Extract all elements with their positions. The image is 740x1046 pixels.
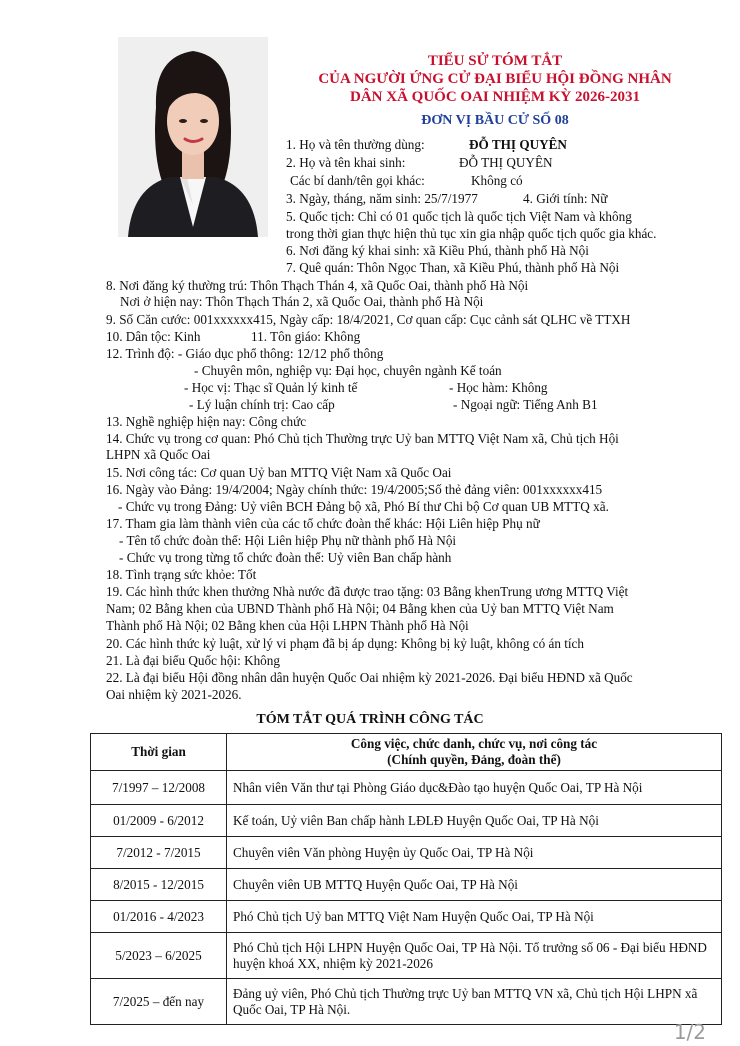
- page-indicator: 1/2: [673, 1020, 706, 1044]
- field-current-residence: Nơi ở hiện nay: Thôn Thạch Thán 2, xã Quốc Oai, thành phố Hà Nội: [120, 294, 484, 309]
- field-birthdate: 3. Ngày, tháng, năm sinh: 25/7/1977: [286, 191, 478, 206]
- field-national-assembly: 21. Là đại biểu Quốc hội: Không: [106, 653, 280, 668]
- row-time: 5/2023 – 6/2025: [91, 933, 227, 979]
- field-foreign-language: - Ngoại ngữ: Tiếng Anh B1: [453, 397, 598, 412]
- row-desc: Phó Chủ tịch Hội LHPN Huyện Quốc Oai, TP Hà Nội. Tổ trưởng số 06 - Đại biểu HĐND huyện khoá XX, nhiệm kỳ 2021-2026: [227, 933, 722, 979]
- field-birth-name-label: 2. Họ và tên khai sinh:: [286, 155, 406, 170]
- field-permanent-residence: 8. Nơi đăng ký thường trú: Thôn Thạch Thán 4, xã Quốc Oai, thành phố Hà Nội: [106, 278, 529, 293]
- row-time: 7/2025 – đến nay: [91, 979, 227, 1025]
- col-desc-header: [227, 734, 722, 771]
- field-degree: - Học vị: Thạc sĩ Quản lý kinh tế: [184, 380, 358, 395]
- field-party-dates: 16. Ngày vào Đảng: 19/4/2004; Ngày chính thức: 19/4/2005;Số thẻ đảng viên: 001xxxxxx415: [106, 482, 603, 497]
- col-desc-header-line2: (Chính quyền, Đảng, đoàn thể): [387, 752, 561, 767]
- row-time: 7/2012 - 7/2015: [91, 837, 227, 869]
- field-health: 18. Tình trạng sức khỏe: Tốt: [106, 567, 257, 582]
- row-desc: Chuyên viên UB MTTQ Huyện Quốc Oai, TP Hà Nội: [227, 869, 722, 901]
- field-council-member-1: 22. Là đại biểu Hội đồng nhân dân huyện Quốc Oai nhiệm kỳ 2021-2026. Đại biểu HĐND xã Quốc: [106, 670, 633, 685]
- table-row: [91, 771, 722, 805]
- row-time: 8/2015 - 12/2015: [91, 869, 227, 901]
- field-specialty: - Chuyên môn, nghiệp vụ: Đại học, chuyên ngành Kế toán: [194, 363, 502, 378]
- field-id-card: 9. Số Căn cước: 001xxxxxx415, Ngày cấp: 18/4/2021, Cơ quan cấp: Cục cảnh sát QLHC về TTXH: [106, 312, 631, 327]
- field-party-position: - Chức vụ trong Đảng: Uỷ viên BCH Đảng bộ xã, Phó Bí thư Chi bộ Cơ quan UB MTTQ xã.: [118, 499, 609, 514]
- table-header-row: [91, 734, 722, 771]
- row-desc: Kế toán, Uỷ viên Ban chấp hành LĐLĐ Huyện Quốc Oai, TP Hà Nội: [227, 805, 722, 837]
- field-religion: 11. Tôn giáo: Không: [251, 329, 361, 344]
- table-row: [91, 979, 722, 1025]
- field-gender: 4. Giới tính: Nữ: [523, 191, 608, 206]
- doc-title-line2: CỦA NGƯỜI ỨNG CỬ ĐẠI BIỂU HỘI ĐỒNG NHÂN: [318, 71, 672, 87]
- field-hometown: 7. Quê quán: Thôn Ngọc Than, xã Kiều Phú, thành phố Hà Nội: [286, 260, 620, 275]
- field-education: 12. Trình độ: - Giáo dục phổ thông: 12/12 phổ thông: [106, 346, 384, 361]
- field-awards-2: Nam; 02 Bằng khen của UBND Thành phố Hà Nội; 04 Bằng khen của Uỷ ban MTTQ Việt Nam: [106, 601, 614, 616]
- field-nationality-1: 5. Quốc tịch: Chỉ có 01 quốc tịch là quốc tịch Việt Nam và không: [286, 209, 632, 224]
- field-awards-3: Thành phố Hà Nội; 02 Bằng khen của Hội LHPN Thành phố Hà Nội: [106, 618, 469, 633]
- field-political-theory: - Lý luận chính trị: Cao cấp: [189, 397, 335, 412]
- work-history-title: TÓM TẮT QUÁ TRÌNH CÔNG TÁC: [256, 712, 484, 727]
- row-time: 01/2009 - 6/2012: [91, 805, 227, 837]
- field-nationality-2: trong thời gian thực hiện thủ tục xin gia nhập quốc tịch quốc gia khác.: [286, 226, 657, 241]
- table-row: [91, 837, 722, 869]
- field-common-name-label: 1. Họ và tên thường dùng:: [286, 137, 425, 152]
- col-desc-header-line1: Công việc, chức danh, chức vụ, nơi công tác: [350, 736, 598, 751]
- field-common-name-value: ĐỖ THỊ QUYÊN: [469, 137, 567, 152]
- row-time: 01/2016 - 4/2023: [91, 901, 227, 933]
- table-row: [91, 901, 722, 933]
- electoral-unit: ĐƠN VỊ BẦU CỬ SỐ 08: [421, 113, 569, 128]
- field-ethnicity: 10. Dân tộc: Kinh: [106, 329, 201, 344]
- doc-title-line1: TIỂU SỬ TÓM TẮT: [427, 53, 563, 69]
- row-desc: Nhân viên Văn thư tại Phòng Giáo dục&Đào tạo huyện Quốc Oai, TP Hà Nội: [227, 771, 722, 805]
- field-discipline: 20. Các hình thức kỷ luật, xử lý vi phạm đã bị áp dụng: Không bị kỷ luật, không có án tích: [106, 636, 584, 651]
- table-row: [91, 805, 722, 837]
- table-row: [91, 869, 722, 901]
- field-birth-registration: 6. Nơi đăng ký khai sinh: xã Kiều Phú, thành phố Hà Nội: [286, 243, 589, 258]
- field-alias-value: Không có: [471, 173, 523, 188]
- field-position-1: 14. Chức vụ trong cơ quan: Phó Chủ tịch Thường trực Uỷ ban MTTQ Việt Nam xã, Chủ tịch Hội: [106, 431, 619, 446]
- doc-title-line3: DÂN XÃ QUỐC OAI NHIỆM KỲ 2026-2031: [350, 89, 640, 105]
- field-occupation: 13. Nghề nghiệp hiện nay: Công chức: [106, 414, 307, 429]
- field-birth-name-value: ĐỖ THỊ QUYÊN: [459, 155, 553, 170]
- work-history-table: [90, 733, 722, 1025]
- portrait-photo: [118, 37, 268, 237]
- col-time-header: Thời gian: [91, 734, 227, 771]
- field-organization-name: - Tên tổ chức đoàn thể: Hội Liên hiệp Phụ nữ thành phố Hà Nội: [119, 533, 457, 548]
- row-desc: Chuyên viên Văn phòng Huyện ủy Quốc Oai, TP Hà Nội: [227, 837, 722, 869]
- field-council-member-2: Oai nhiệm kỳ 2021-2026.: [106, 687, 242, 702]
- field-workplace: 15. Nơi công tác: Cơ quan Uỷ ban MTTQ Việt Nam xã Quốc Oai: [106, 465, 452, 480]
- field-alias-label: Các bí danh/tên gọi khác:: [290, 173, 425, 188]
- row-desc: Đảng uỷ viên, Phó Chủ tịch Thường trực Uỷ ban MTTQ VN xã, Chủ tịch Hội LHPN xã Quốc Oai, TP Hà Nội.: [227, 979, 722, 1025]
- field-position-2: LHPN xã Quốc Oai: [106, 447, 211, 462]
- row-desc: Phó Chủ tịch Uỷ ban MTTQ Việt Nam Huyện Quốc Oai, TP Hà Nội: [227, 901, 722, 933]
- table-row: [91, 933, 722, 979]
- field-awards-1: 19. Các hình thức khen thưởng Nhà nước đã được trao tặng: 03 Bằng khenTrung ương MTTQ Việt: [106, 584, 629, 599]
- field-academic-title: - Học hàm: Không: [449, 380, 548, 395]
- field-organizations: 17. Tham gia làm thành viên của các tổ chức đoàn thể khác: Hội Liên hiệp Phụ nữ: [106, 516, 540, 531]
- row-time: 7/1997 – 12/2008: [91, 771, 227, 805]
- field-organization-position: - Chức vụ trong từng tổ chức đoàn thể: Uỷ viên Ban chấp hành: [119, 550, 452, 565]
- portrait-illustration: [118, 37, 268, 237]
